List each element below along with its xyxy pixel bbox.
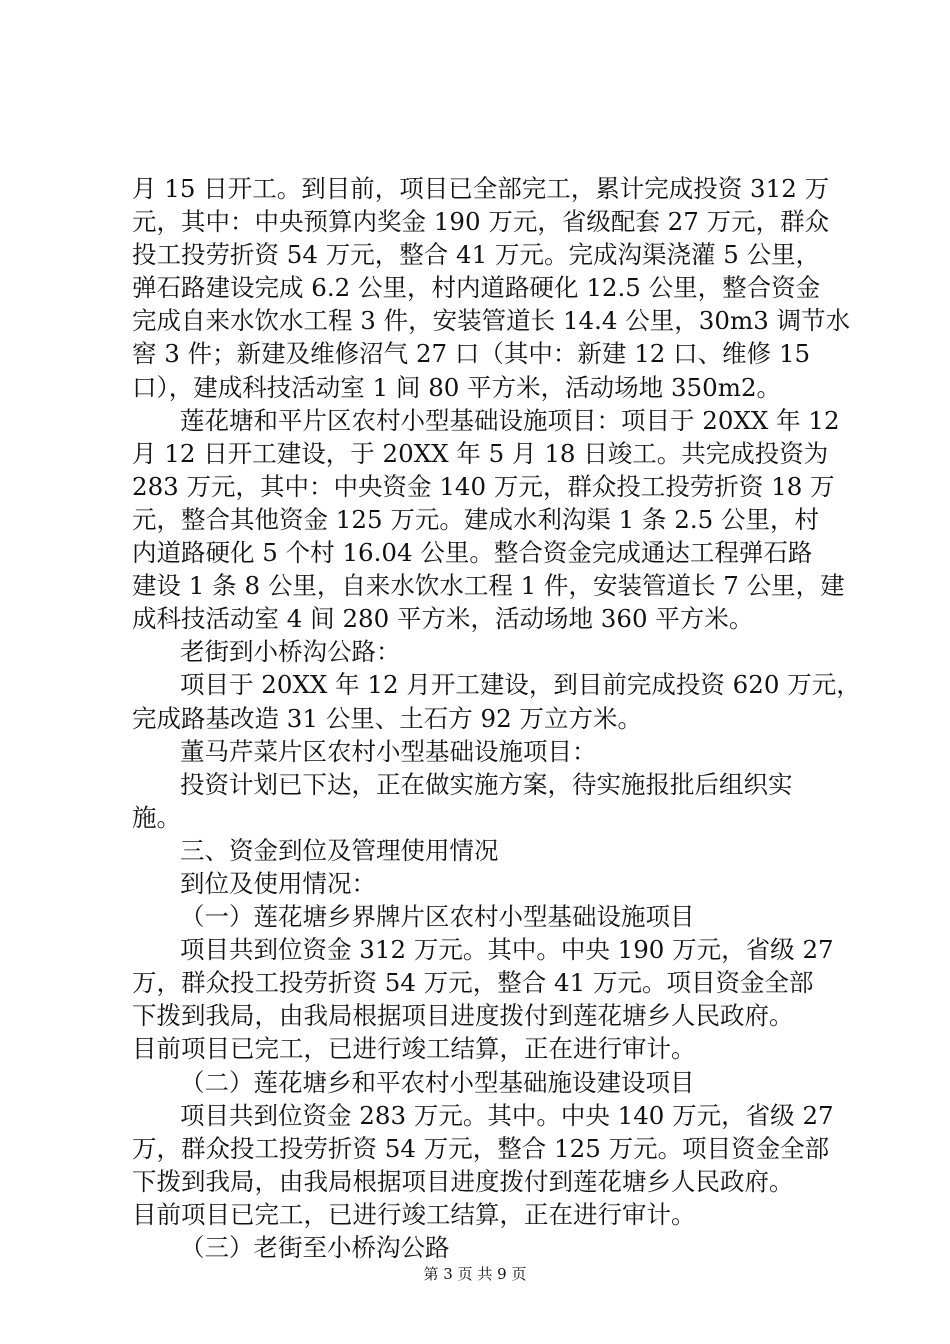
text-line: 完成自来水饮水工程 3 件，安装管道长 14.4 公里，30m3 调节水 <box>132 306 851 336</box>
page-number-footer: 第 3 页 共 9 页 <box>423 1265 527 1283</box>
subsection-heading: （二）莲花塘乡和平农村小型基础施设建设项目 <box>180 1067 695 1097</box>
text-line: 下拨到我局，由我局根据项目进度拨付到莲花塘乡人民政府。 <box>132 1001 794 1031</box>
text-line: 建设 1 条 8 公里，自来水饮水工程 1 件，安装管道长 7 公里，建 <box>132 571 845 601</box>
text-line: 万，群众投工投劳折资 54 万元，整合 41 万元。项目资金全部 <box>132 968 814 998</box>
subsection-heading: （三）老街至小桥沟公路 <box>180 1233 450 1262</box>
text-line: 目前项目已完工，已进行竣工结算，正在进行审计。 <box>132 1034 696 1064</box>
text-line: 万，群众投工投劳折资 54 万元，整合 125 万元。项目资金全部 <box>132 1133 830 1163</box>
text-line: 下拨到我局，由我局根据项目进度拨付到莲花塘乡人民政府。 <box>132 1166 794 1196</box>
paragraph-start-line: 项目共到位资金 283 万元。其中。中央 140 万元，省级 27 <box>180 1100 834 1130</box>
text-line: 月 12 日开工建设，于 20XX 年 5 月 18 日竣工。共完成投资为 <box>132 438 829 468</box>
paragraph-start-line: 项目于 20XX 年 12 月开工建设，到目前完成投资 620 万元， <box>180 670 861 700</box>
section-heading: 三、资金到位及管理使用情况 <box>180 835 499 865</box>
text-line: 元，整合其他资金 125 万元。建成水利沟渠 1 条 2.5 公里，村 <box>132 504 820 534</box>
document-body <box>132 172 861 1264</box>
text-line: 完成路基改造 31 公里、土石方 92 万立方米。 <box>132 703 643 733</box>
paragraph-start-line: 莲花塘和平片区农村小型基础设施项目：项目于 20XX 年 12 <box>180 405 840 435</box>
paragraph-start-line: 项目共到位资金 312 万元。其中。中央 190 万元，省级 27 <box>180 935 834 965</box>
section-heading: 老街到小桥沟公路： <box>180 637 401 667</box>
section-heading: 董马芹菜片区农村小型基础设施项目： <box>180 736 597 766</box>
text-line: 月 15 日开工。到目前，项目已全部完工，累计完成投资 312 万 <box>132 174 830 203</box>
text-line: 窖 3 件；新建及维修沼气 27 口（其中：新建 12 口、维修 15 <box>132 339 811 369</box>
subsection-heading: （一）莲花塘乡界牌片区农村小型基础设施项目 <box>180 902 695 932</box>
text-line: 成科技活动室 4 间 280 平方米，活动场地 360 平方米。 <box>132 604 754 634</box>
paragraph-start-line: 投资计划已下达，正在做实施方案，待实施报批后组织实 <box>180 769 793 799</box>
text-line: 口），建成科技活动室 1 间 80 平方米，活动场地 350m2。 <box>132 372 782 402</box>
text-line: 目前项目已完工，已进行竣工结算，正在进行审计。 <box>132 1199 696 1229</box>
text-line: 弹石路建设完成 6.2 公里，村内道路硬化 12.5 公里，整合资金 <box>132 273 821 303</box>
text-line: 内道路硬化 5 个村 16.04 公里。整合资金完成通达工程弹石路 <box>132 538 813 568</box>
text-line: 283 万元，其中：中央资金 140 万元，群众投工投劳折资 18 万 <box>132 471 835 501</box>
text-line: 施。 <box>132 802 181 832</box>
text-line: 元，其中：中央预算内奖金 190 万元，省级配套 27 万元，群众 <box>132 207 830 237</box>
text-line: 投工投劳折资 54 万元，整合 41 万元。完成沟渠浇灌 5 公里， <box>132 240 821 270</box>
section-heading: 到位及使用情况： <box>180 868 376 898</box>
